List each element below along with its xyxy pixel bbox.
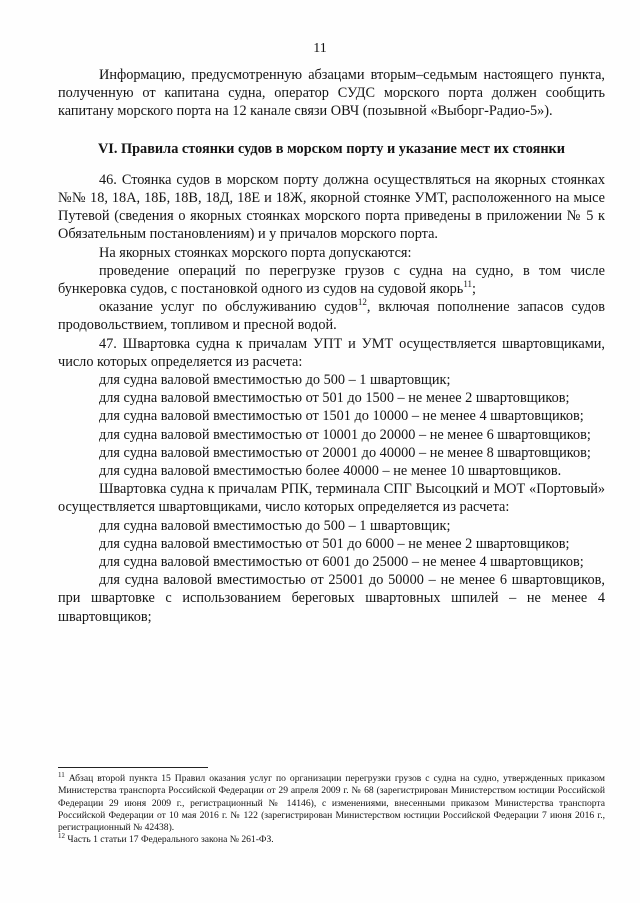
footnotes bbox=[58, 770, 605, 847]
footnote-text: Часть 1 статьи 17 Федерального закона № 261-ФЗ. bbox=[65, 834, 274, 846]
document-body bbox=[58, 66, 605, 626]
footnote-divider bbox=[58, 767, 208, 768]
footnote-mark: 12 bbox=[58, 832, 65, 841]
list-item: для судна валовой вместимостью от 501 до 6000 – не менее 2 швартовщиков; bbox=[99, 535, 570, 552]
paragraph-transfer-text: проведение операций по перегрузке грузов с судна на судно, в том числе бункеровка судов, с постановкой одного из судов на судовой якорь bbox=[58, 262, 605, 298]
list-item: для судна валовой вместимостью от 20001 до 40000 – не менее 8 швартовщиков; bbox=[99, 444, 591, 461]
paragraph-transfer bbox=[58, 262, 605, 298]
paragraph-services-end: , включая пополнение запасов судов продовольствием, топливом и пресной водой. bbox=[58, 299, 606, 334]
paragraph-46: 46. Стоянка судов в морском порту должна осуществляться на якорных стоянках №№ 18, 18А, 18Б, 18В, 18Д, 18Е и 18Ж, якорной стоянке УМТ, расположенного на мысе Путевой (сведения о якорных стоянках морского порта приведены в приложении № 5 к Обязательным постановлениям) и у причалов морского порта. bbox=[58, 171, 605, 243]
section-heading: VI. Правила стоянки судов в морском порту и указание мест их стоянки bbox=[97, 140, 566, 157]
list-item: для судна валовой вместимостью более 40000 – не менее 10 швартовщиков. bbox=[99, 463, 562, 480]
paragraph-allowed: На якорных стоянках морского порта допускаются: bbox=[99, 244, 412, 261]
footnote-ref-11[interactable]: 11 bbox=[463, 279, 472, 290]
footnote-mark: 11 bbox=[58, 770, 65, 779]
paragraph-vts-report: Информацию, предусмотренную абзацами вторым–седьмым настоящего пункта, полученную от капитана судна, оператор СУДС морского порта должен сообщить капитану морского порта на 12 канале связи ОВЧ (позывной «Выборг-Радио-5»). bbox=[58, 67, 605, 120]
list-item: для судна валовой вместимостью от 10001 до 20000 – не менее 6 швартовщиков; bbox=[99, 426, 591, 443]
list-item: для судна валовой вместимостью от 1501 до 10000 – не менее 4 швартовщиков; bbox=[99, 408, 584, 425]
footnote-text: Абзац второй пункта 15 Правил оказания услуг по организации перегрузки грузов с судна на судно, утвержденных приказом Министерства транспорта Российской Федерации от 29 апреля 2009 г. № 68 (зарегистрирован Министерством юстиции Российской Федерации 29 июня 2009 г., регистрационный № 14146), с изменениями, внесенными приказом Министерства транспорта Российской Федерации от 10 мая 2016 г. № 122 (зарегистрирован Министерством юстиции Российской Федерации 7 июня 2016 г., регистрационный № 42438). bbox=[58, 773, 605, 834]
list-item: для судна валовой вместимостью от 501 до 1500 – не менее 2 швартовщиков; bbox=[99, 390, 570, 407]
list-item: для судна валовой вместимостью до 500 – 1 швартовщик; bbox=[99, 517, 451, 534]
paragraph-services bbox=[58, 298, 605, 334]
list-item: для судна валовой вместимостью от 25001 до 50000 – не менее 6 швартовщиков, при швартовке с использованием береговых швартовных шпилей – не менее 4 швартовщиков; bbox=[58, 572, 605, 625]
list-item: для судна валовой вместимостью до 500 – 1 швартовщик; bbox=[99, 372, 451, 389]
footnote-ref-12[interactable]: 12 bbox=[357, 297, 367, 308]
paragraph-47: 47. Швартовка судна к причалам УПТ и УМТ осуществляется швартовщиками, число которых определяется из расчета: bbox=[58, 335, 605, 370]
footnote-11 bbox=[58, 770, 605, 834]
paragraph-rpk: Швартовка судна к причалам РПК, терминала СПГ Высоцкий и МОТ «Портовый» осуществляется швартовщиками, число которых определяется из расчета: bbox=[58, 481, 605, 516]
paragraph-transfer-end: ; bbox=[472, 281, 476, 298]
paragraph-services-text: оказание услуг по обслуживанию судов bbox=[99, 299, 358, 316]
page-number: 11 bbox=[313, 41, 327, 56]
footnote-12 bbox=[58, 834, 605, 846]
list-item: для судна валовой вместимостью от 6001 до 25000 – не менее 4 швартовщиков; bbox=[99, 554, 584, 571]
